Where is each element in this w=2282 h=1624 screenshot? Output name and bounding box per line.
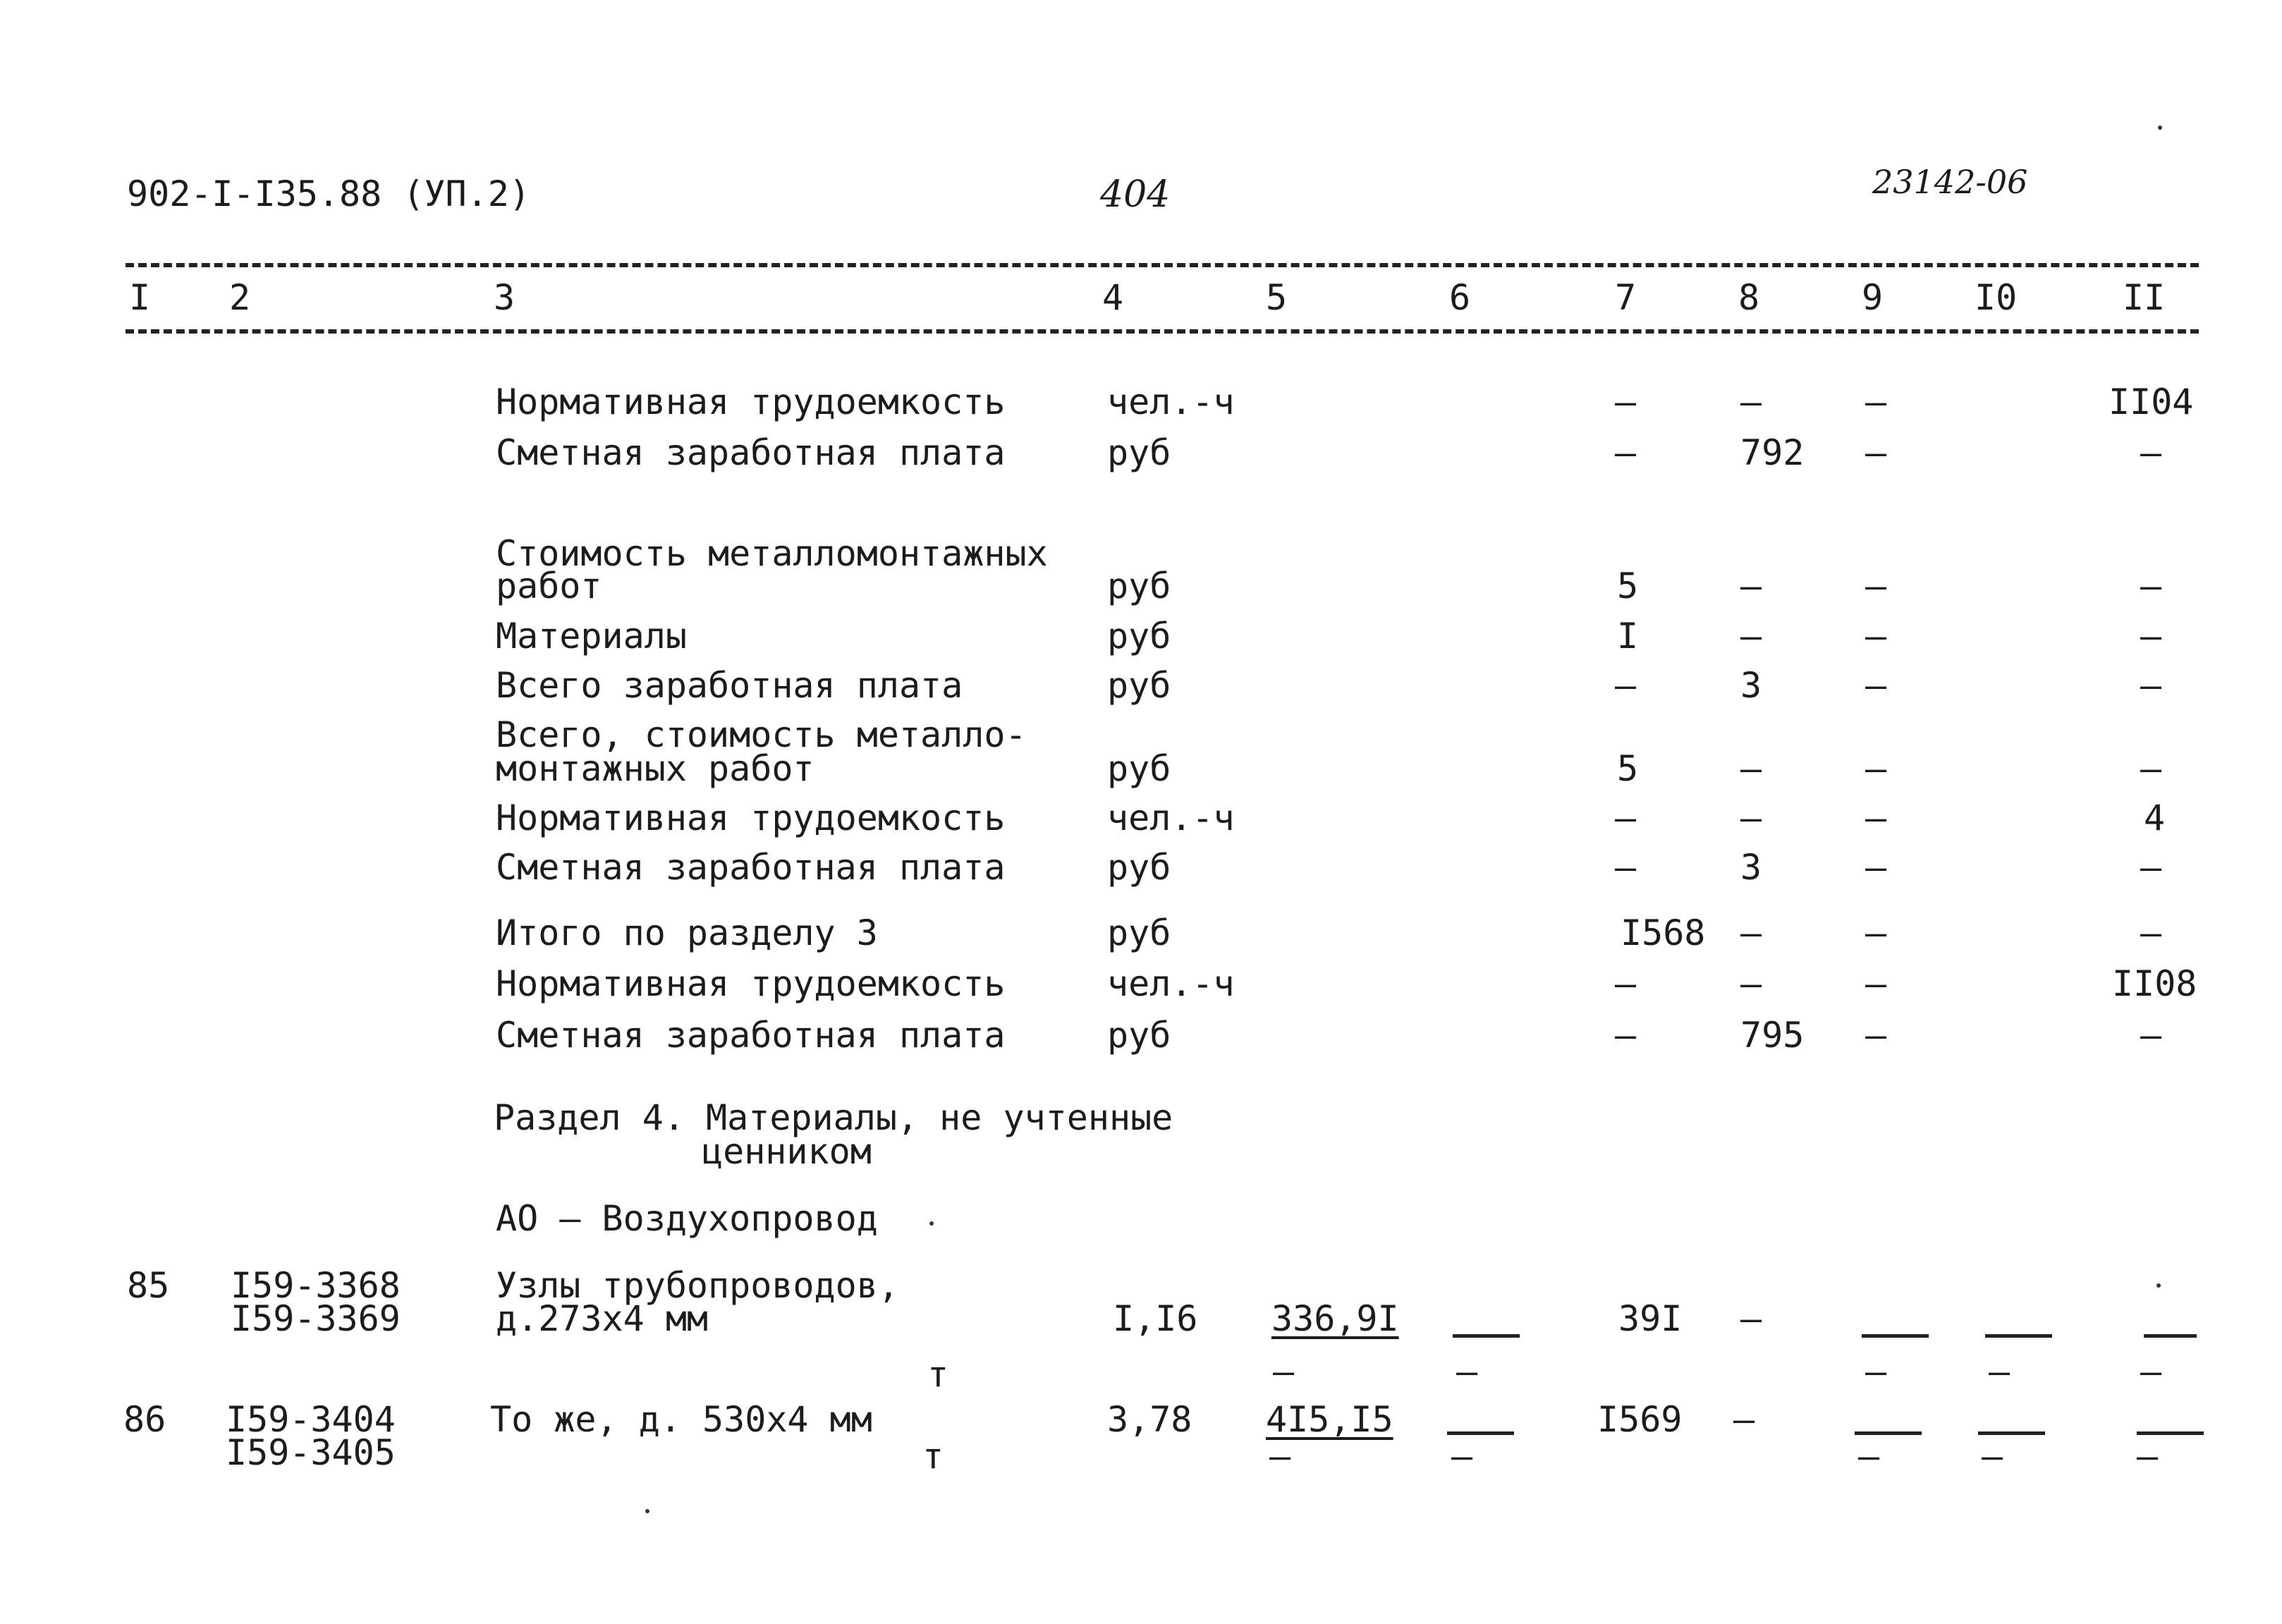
- col10-mark: [1978, 1431, 2045, 1435]
- row-col8: –: [1740, 798, 1762, 838]
- row-unit: чел.-ч: [1107, 798, 1235, 838]
- col-header-5: 5: [1266, 277, 1288, 318]
- row-col9: –: [1865, 381, 1887, 422]
- row-col11: 4: [2144, 798, 2166, 838]
- row-name: Итого по разделу 3: [496, 912, 878, 953]
- item-dash: –: [1982, 1436, 2003, 1477]
- item-dash: –: [1451, 1436, 1473, 1477]
- row-col11: II04: [2109, 381, 2194, 422]
- row-name: Материалы: [496, 616, 687, 657]
- row-name: Нормативная трудоемкость: [496, 963, 1006, 1004]
- row-col9: –: [1865, 963, 1887, 1004]
- row-col7: 5: [1617, 566, 1639, 606]
- row-col9: –: [1865, 432, 1887, 473]
- item-code-line1: I59-3404: [226, 1399, 396, 1440]
- row-col11: –: [2140, 912, 2162, 953]
- col-header-7: 7: [1615, 277, 1637, 318]
- row-unit: руб: [1107, 566, 1171, 606]
- row-name-line2: монтажных работ: [496, 748, 814, 789]
- item-unit: т: [922, 1436, 944, 1477]
- row-col9: –: [1865, 1015, 1887, 1056]
- row-col11: –: [2140, 665, 2162, 706]
- item-name: То же, д. 530х4 мм: [490, 1399, 872, 1440]
- row-col7: I568: [1621, 912, 1706, 953]
- row-col8: 792: [1740, 432, 1805, 473]
- section-title-line1: Раздел 4. Материалы, не учтенные: [494, 1097, 1173, 1138]
- row-name-line2: работ: [496, 566, 602, 606]
- col-header-9: 9: [1862, 277, 1884, 318]
- row-col7: –: [1615, 432, 1637, 473]
- item-dash: –: [1456, 1351, 1478, 1392]
- row-col11: –: [2140, 566, 2162, 606]
- item-quantity: 3,78: [1107, 1399, 1192, 1440]
- col11-mark: [2137, 1431, 2204, 1435]
- item-unit: т: [927, 1354, 949, 1395]
- row-col9: –: [1865, 566, 1887, 606]
- item-name-line1: Узлы трубопроводов,: [496, 1265, 899, 1306]
- row-name-line1: Всего, стоимость металло-: [496, 714, 1027, 755]
- header-rule-top: [126, 263, 2199, 267]
- scan-speck: [929, 1221, 934, 1226]
- row-name: Всего заработная плата: [496, 665, 963, 706]
- row-unit: руб: [1107, 912, 1171, 953]
- row-col11: –: [2140, 748, 2162, 789]
- row-unit: руб: [1107, 616, 1171, 657]
- item-col8: –: [1733, 1399, 1755, 1440]
- col10-mark: [1985, 1334, 2052, 1338]
- item-dash: –: [2137, 1436, 2159, 1477]
- row-col11: –: [2140, 432, 2162, 473]
- section-title-line2: ценником: [702, 1131, 872, 1172]
- row-col7: –: [1615, 381, 1637, 422]
- item-dash: –: [1269, 1436, 1291, 1477]
- row-unit: чел.-ч: [1107, 381, 1235, 422]
- row-col8: 3: [1740, 665, 1762, 706]
- col-header-11: II: [2123, 277, 2166, 318]
- item-unit-price: 336,9I: [1271, 1298, 1399, 1339]
- item-col8: –: [1740, 1298, 1762, 1339]
- row-name-line1: Стоимость металломонтажных: [496, 533, 1048, 574]
- col6-mark: [1447, 1431, 1514, 1435]
- col6-mark: [1453, 1334, 1520, 1338]
- row-col8: –: [1740, 748, 1762, 789]
- row-col8: –: [1740, 963, 1762, 1004]
- row-col9: –: [1865, 748, 1887, 789]
- item-cost: I569: [1597, 1399, 1683, 1440]
- item-number: 86: [123, 1399, 166, 1440]
- row-name: Нормативная трудоемкость: [496, 798, 1006, 838]
- item-dash: –: [2140, 1351, 2162, 1392]
- col-header-1: I: [129, 277, 151, 318]
- row-col8: 3: [1740, 847, 1762, 888]
- row-name: Нормативная трудоемкость: [496, 381, 1006, 422]
- col-header-3: 3: [494, 277, 515, 318]
- item-dash: –: [1858, 1436, 1880, 1477]
- col-header-6: 6: [1449, 277, 1471, 318]
- page-number: 404: [1100, 173, 1171, 216]
- header-rule-bottom: [126, 329, 2199, 334]
- item-unit-price: 4I5,I5: [1266, 1399, 1393, 1440]
- row-col9: –: [1865, 798, 1887, 838]
- row-col7: –: [1615, 963, 1637, 1004]
- scan-speck: [645, 1509, 649, 1513]
- row-col7: –: [1615, 847, 1637, 888]
- row-unit: руб: [1107, 665, 1171, 706]
- subsection-title: АО – Воздухопровод: [496, 1198, 878, 1239]
- row-unit: руб: [1107, 1015, 1171, 1056]
- row-name: Сметная заработная плата: [496, 1015, 1006, 1056]
- col-header-2: 2: [229, 277, 251, 318]
- row-unit: руб: [1107, 847, 1171, 888]
- item-code-line2: I59-3405: [226, 1432, 396, 1473]
- col9-mark: [1855, 1431, 1922, 1435]
- row-col8: –: [1740, 616, 1762, 657]
- scan-speck: [2156, 1283, 2161, 1288]
- col-header-10: I0: [1975, 277, 2018, 318]
- col-header-4: 4: [1102, 277, 1124, 318]
- row-col11: –: [2140, 847, 2162, 888]
- row-col9: –: [1865, 665, 1887, 706]
- item-dash: –: [1989, 1351, 2011, 1392]
- row-col9: –: [1865, 847, 1887, 888]
- row-unit: руб: [1107, 748, 1171, 789]
- scan-speck: [2158, 126, 2162, 130]
- row-col11: –: [2140, 616, 2162, 657]
- row-col8: –: [1740, 912, 1762, 953]
- row-col11: II08: [2112, 963, 2197, 1004]
- item-number: 85: [127, 1265, 170, 1306]
- row-col7: –: [1615, 1015, 1637, 1056]
- row-unit: руб: [1107, 432, 1171, 473]
- row-col8: 795: [1740, 1015, 1805, 1056]
- col9-mark: [1862, 1334, 1929, 1338]
- item-name-line2: д.273х4 мм: [496, 1298, 709, 1339]
- row-col8: –: [1740, 381, 1762, 422]
- item-cost: 39I: [1618, 1298, 1683, 1339]
- row-col7: –: [1615, 665, 1637, 706]
- row-col9: –: [1865, 912, 1887, 953]
- row-col9: –: [1865, 616, 1887, 657]
- item-code-line1: I59-3368: [231, 1265, 401, 1306]
- item-quantity: I,I6: [1113, 1298, 1198, 1339]
- item-dash: –: [1273, 1351, 1295, 1392]
- row-col8: –: [1740, 566, 1762, 606]
- col-header-8: 8: [1738, 277, 1760, 318]
- sheet-reference: 23142-06: [1872, 163, 2028, 201]
- row-name: Сметная заработная плата: [496, 432, 1006, 473]
- document-code: 902-I-I35.88 (УП.2): [127, 173, 530, 214]
- row-col11: –: [2140, 1015, 2162, 1056]
- item-code-line2: I59-3369: [231, 1298, 401, 1339]
- row-unit: чел.-ч: [1107, 963, 1235, 1004]
- item-dash: –: [1865, 1351, 1887, 1392]
- row-name: Сметная заработная плата: [496, 847, 1006, 888]
- row-col7: I: [1617, 616, 1639, 657]
- row-col7: 5: [1617, 748, 1639, 789]
- col11-mark: [2144, 1334, 2197, 1338]
- row-col7: –: [1615, 798, 1637, 838]
